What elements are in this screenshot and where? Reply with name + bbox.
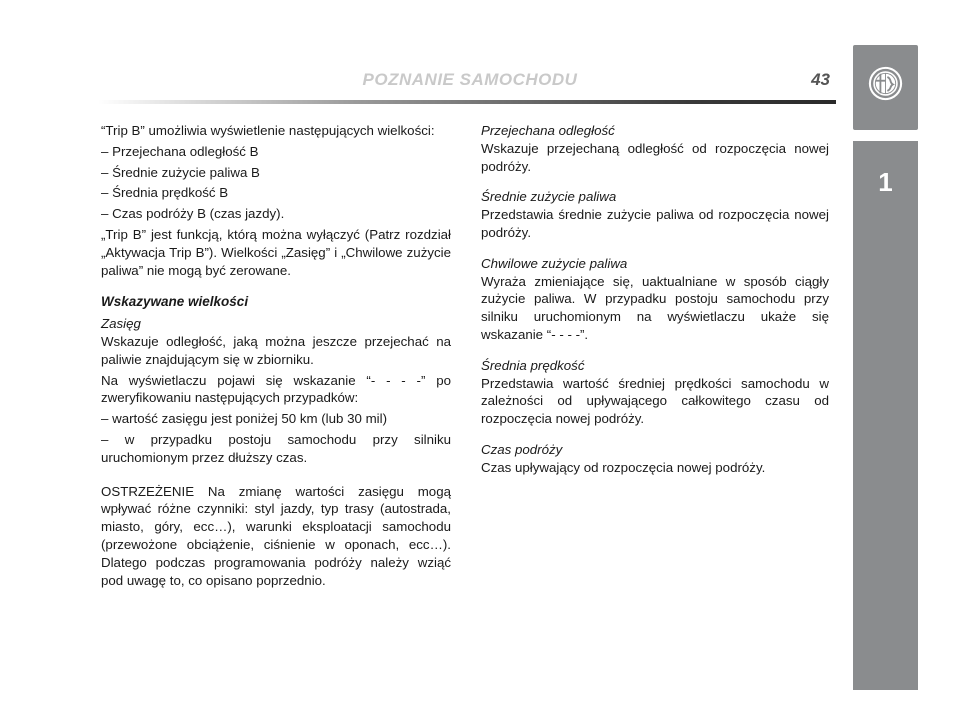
section-title: Średnia prędkość [481,357,585,373]
section-title: Średnie zużycie paliwa [481,189,617,205]
list-item: – Przejechana odległość B [101,143,259,159]
range-paragraph: Na wyświetlaczu pojawi się wskazanie “- - - -” po zweryfikowaniu następujących przypadków: [101,372,451,406]
range-list-item: – w przypadku postoju samochodu przy silniku uruchomionym przez dłuższy czas. [101,431,451,465]
list-item: – Czas podróży B (czas jazdy). [101,206,285,222]
section-title: Chwilowe zużycie paliwa [481,255,628,271]
section-text: Wskazuje przejechaną odległość od rozpoczęcia nowej podróży. [481,140,829,174]
range-paragraph: Wskazuje odległość, jaką można jeszcze przejechać na paliwie znajdującym się w zbiorniku. [101,333,451,367]
section-text: Przedstawia średnie zużycie paliwa od rozpoczęcia nowej podróży. [481,207,829,240]
page-title: POZNANIE SAMOCHODU [362,70,578,89]
sidebar-bar [853,179,918,690]
left-column [101,122,451,589]
section-text: Czas upływający od rozpoczęcia nowej podróży. [481,459,766,475]
warning-paragraph: OSTRZEŻENIE Na zmianę wartości zasięgu mogą wpływać różne czynniki: styl jazdy, typ trasy (autostrada, miasto, góry, ecc…), warunki eksploatacji samochodu (przewożone obciążenie, ciśnienie w oponach, ecc…). Dlatego podczas programowania podróży należy wziąć pod uwagę to, co opisano poprzednio. [101,483,451,588]
sidebar-logo-block [853,45,918,130]
chapter-number-tab: 1 [853,141,918,223]
header-rule [98,100,836,104]
alfa-romeo-badge-icon [867,65,904,102]
range-list-item: – wartość zasięgu jest poniżej 50 km (lub 30 mil) [101,411,388,427]
intro-text: “Trip B” umożliwia wyświetlenie następujących wielkości: [101,123,435,138]
range-title: Zasięg [101,316,141,332]
section-title: Przejechana odległość [481,123,615,138]
list-item: – Średnia prędkość B [101,185,229,201]
list-item: – Średnie zużycie paliwa B [101,164,260,180]
section-text: Wyraża zmieniające się, uaktualniane w sposób ciągły zużycie paliwa. W przypadku postoju samochodu przy silniku uruchomionym na wyświetlaczu ukaże się wskazanie “- - - -”. [481,273,829,342]
trip-b-note: „Trip B” jest funkcją, którą można wyłączyć (Patrz rozdział „Aktywacja Trip B”). Wielkości „Zasięg” i „Chwilowe zużycie paliwa” nie mogą być zerowane. [101,226,451,278]
chapter-sidebar [853,45,918,690]
page-number: 43 [811,70,830,89]
section-title: Czas podróży [481,441,563,457]
section-heading: Wskazywane wielkości [101,294,249,310]
section-text: Przedstawia wartość średniej prędkości samochodu w zależności od upływającego całkowitego czasu od rozpoczęcia nowej podróży. [481,375,829,427]
right-column [481,122,829,477]
